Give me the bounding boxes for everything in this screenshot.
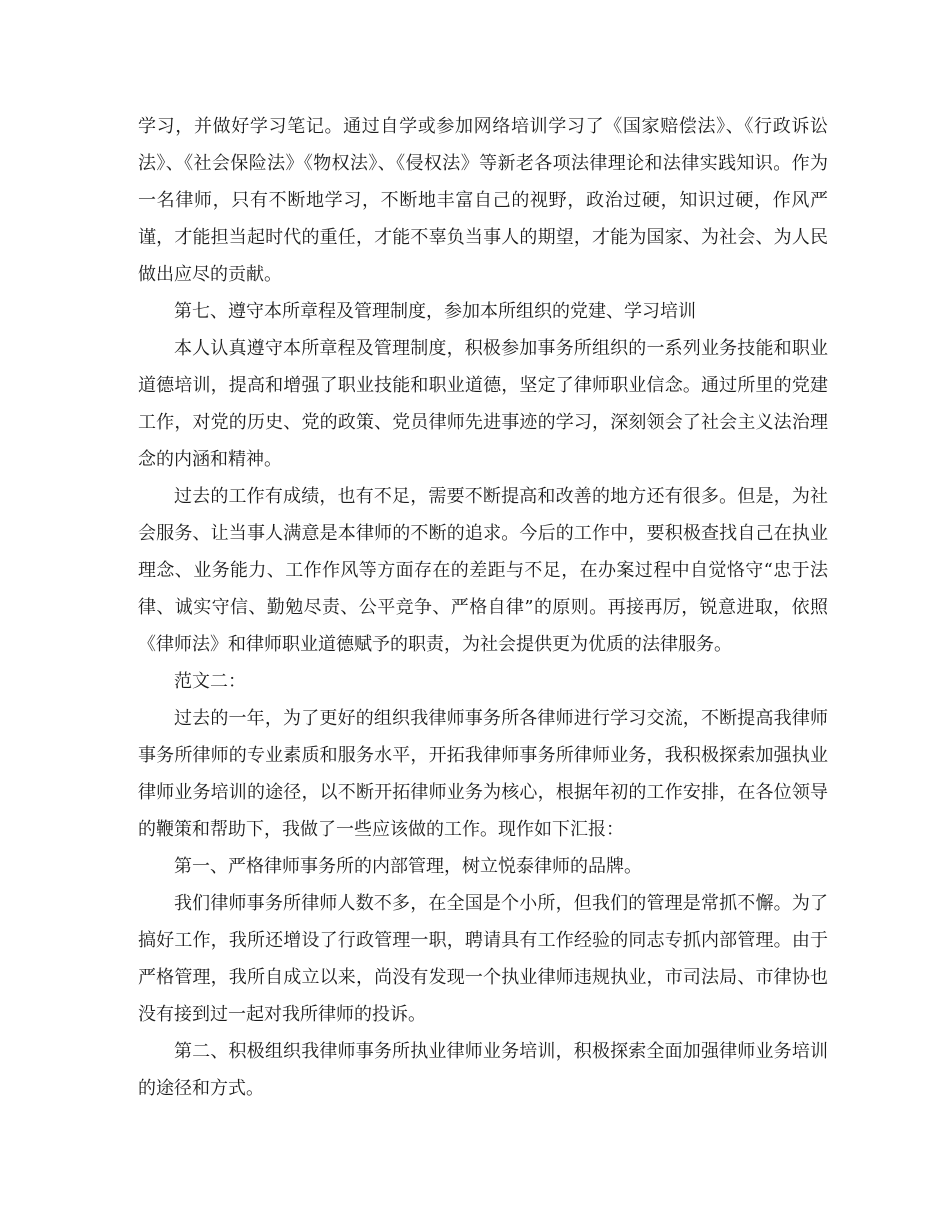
heading-second-item: 第二、积极组织我律师事务所执业律师业务培训，积极探索全面加强律师业务培训的途径和方式。 bbox=[138, 1041, 828, 1099]
paragraph-sample-two-intro: 过去的一年，为了更好的组织我律师事务所各律师进行学习交流，不断提高我律师事务所律师的专业素质和服务水平，开拓我律师事务所律师业务，我积极探索加强执业律师业务培训的途径，以不断开拓律师业务为核心，根据年初的工作安排，在各位领导的鞭策和帮助下，我做了一些应该做的工作。现作如下汇报： bbox=[138, 708, 828, 840]
paragraph-party-building: 本人认真遵守本所章程及管理制度，积极参加事务所组织的一系列业务技能和职业道德培训，提高和增强了职业技能和职业道德，坚定了律师职业信念。通过所里的党建工作，对党的历史、党的政策、党员律师先进事迹的学习，深刻领会了社会主义法治理念的内涵和精神。 bbox=[138, 338, 828, 470]
heading-sample-two: 范文二： bbox=[174, 671, 246, 692]
paragraph-summary-outlook: 过去的工作有成绩，也有不足，需要不断提高和改善的地方还有很多。但是，为社会服务、让当事人满意是本律师的不断的追求。今后的工作中，要积极查找自己在执业理念、业务能力、工作作风等方面存在的差距与不足，在办案过程中自觉恪守“忠于法律、诚实守信、勤勉尽责、公平竞争、严格自律”的原则。再接再厉，锐意进取，依照《律师法》和律师职业道德赋予的职责，为社会提供更为优质的法律服务。 bbox=[138, 486, 828, 655]
document-body bbox=[138, 108, 828, 1107]
paragraph-internal-management: 我们律师事务所律师人数不多，在全国是个小所，但我们的管理是常抓不懈。为了搞好工作，我所还增设了行政管理一职，聘请具有工作经验的同志专抓内部管理。由于严格管理，我所自成立以来，尚没有发现一个执业律师违规执业，市司法局、市律协也没有接到过一起对我所律师的投诉。 bbox=[138, 893, 828, 1025]
heading-seventh-item: 第七、遵守本所章程及管理制度，参加本所组织的党建、学习培训 bbox=[174, 301, 696, 322]
paragraph-continued-study: 学习，并做好学习笔记。通过自学或参加网络培训学习了《国家赔偿法》、《行政诉讼法》、《社会保险法》《物权法》、《侵权法》等新老各项法律理论和法律实践知识。作为一名律师，只有不断地学习，不断地丰富自己的视野，政治过硬，知识过硬，作风严谨，才能担当起时代的重任，才能不辜负当事人的期望，才能为国家、为社会、为人民做出应尽的贡献。 bbox=[138, 116, 828, 285]
heading-first-item: 第一、严格律师事务所的内部管理，树立悦泰律师的品牌。 bbox=[174, 856, 642, 877]
